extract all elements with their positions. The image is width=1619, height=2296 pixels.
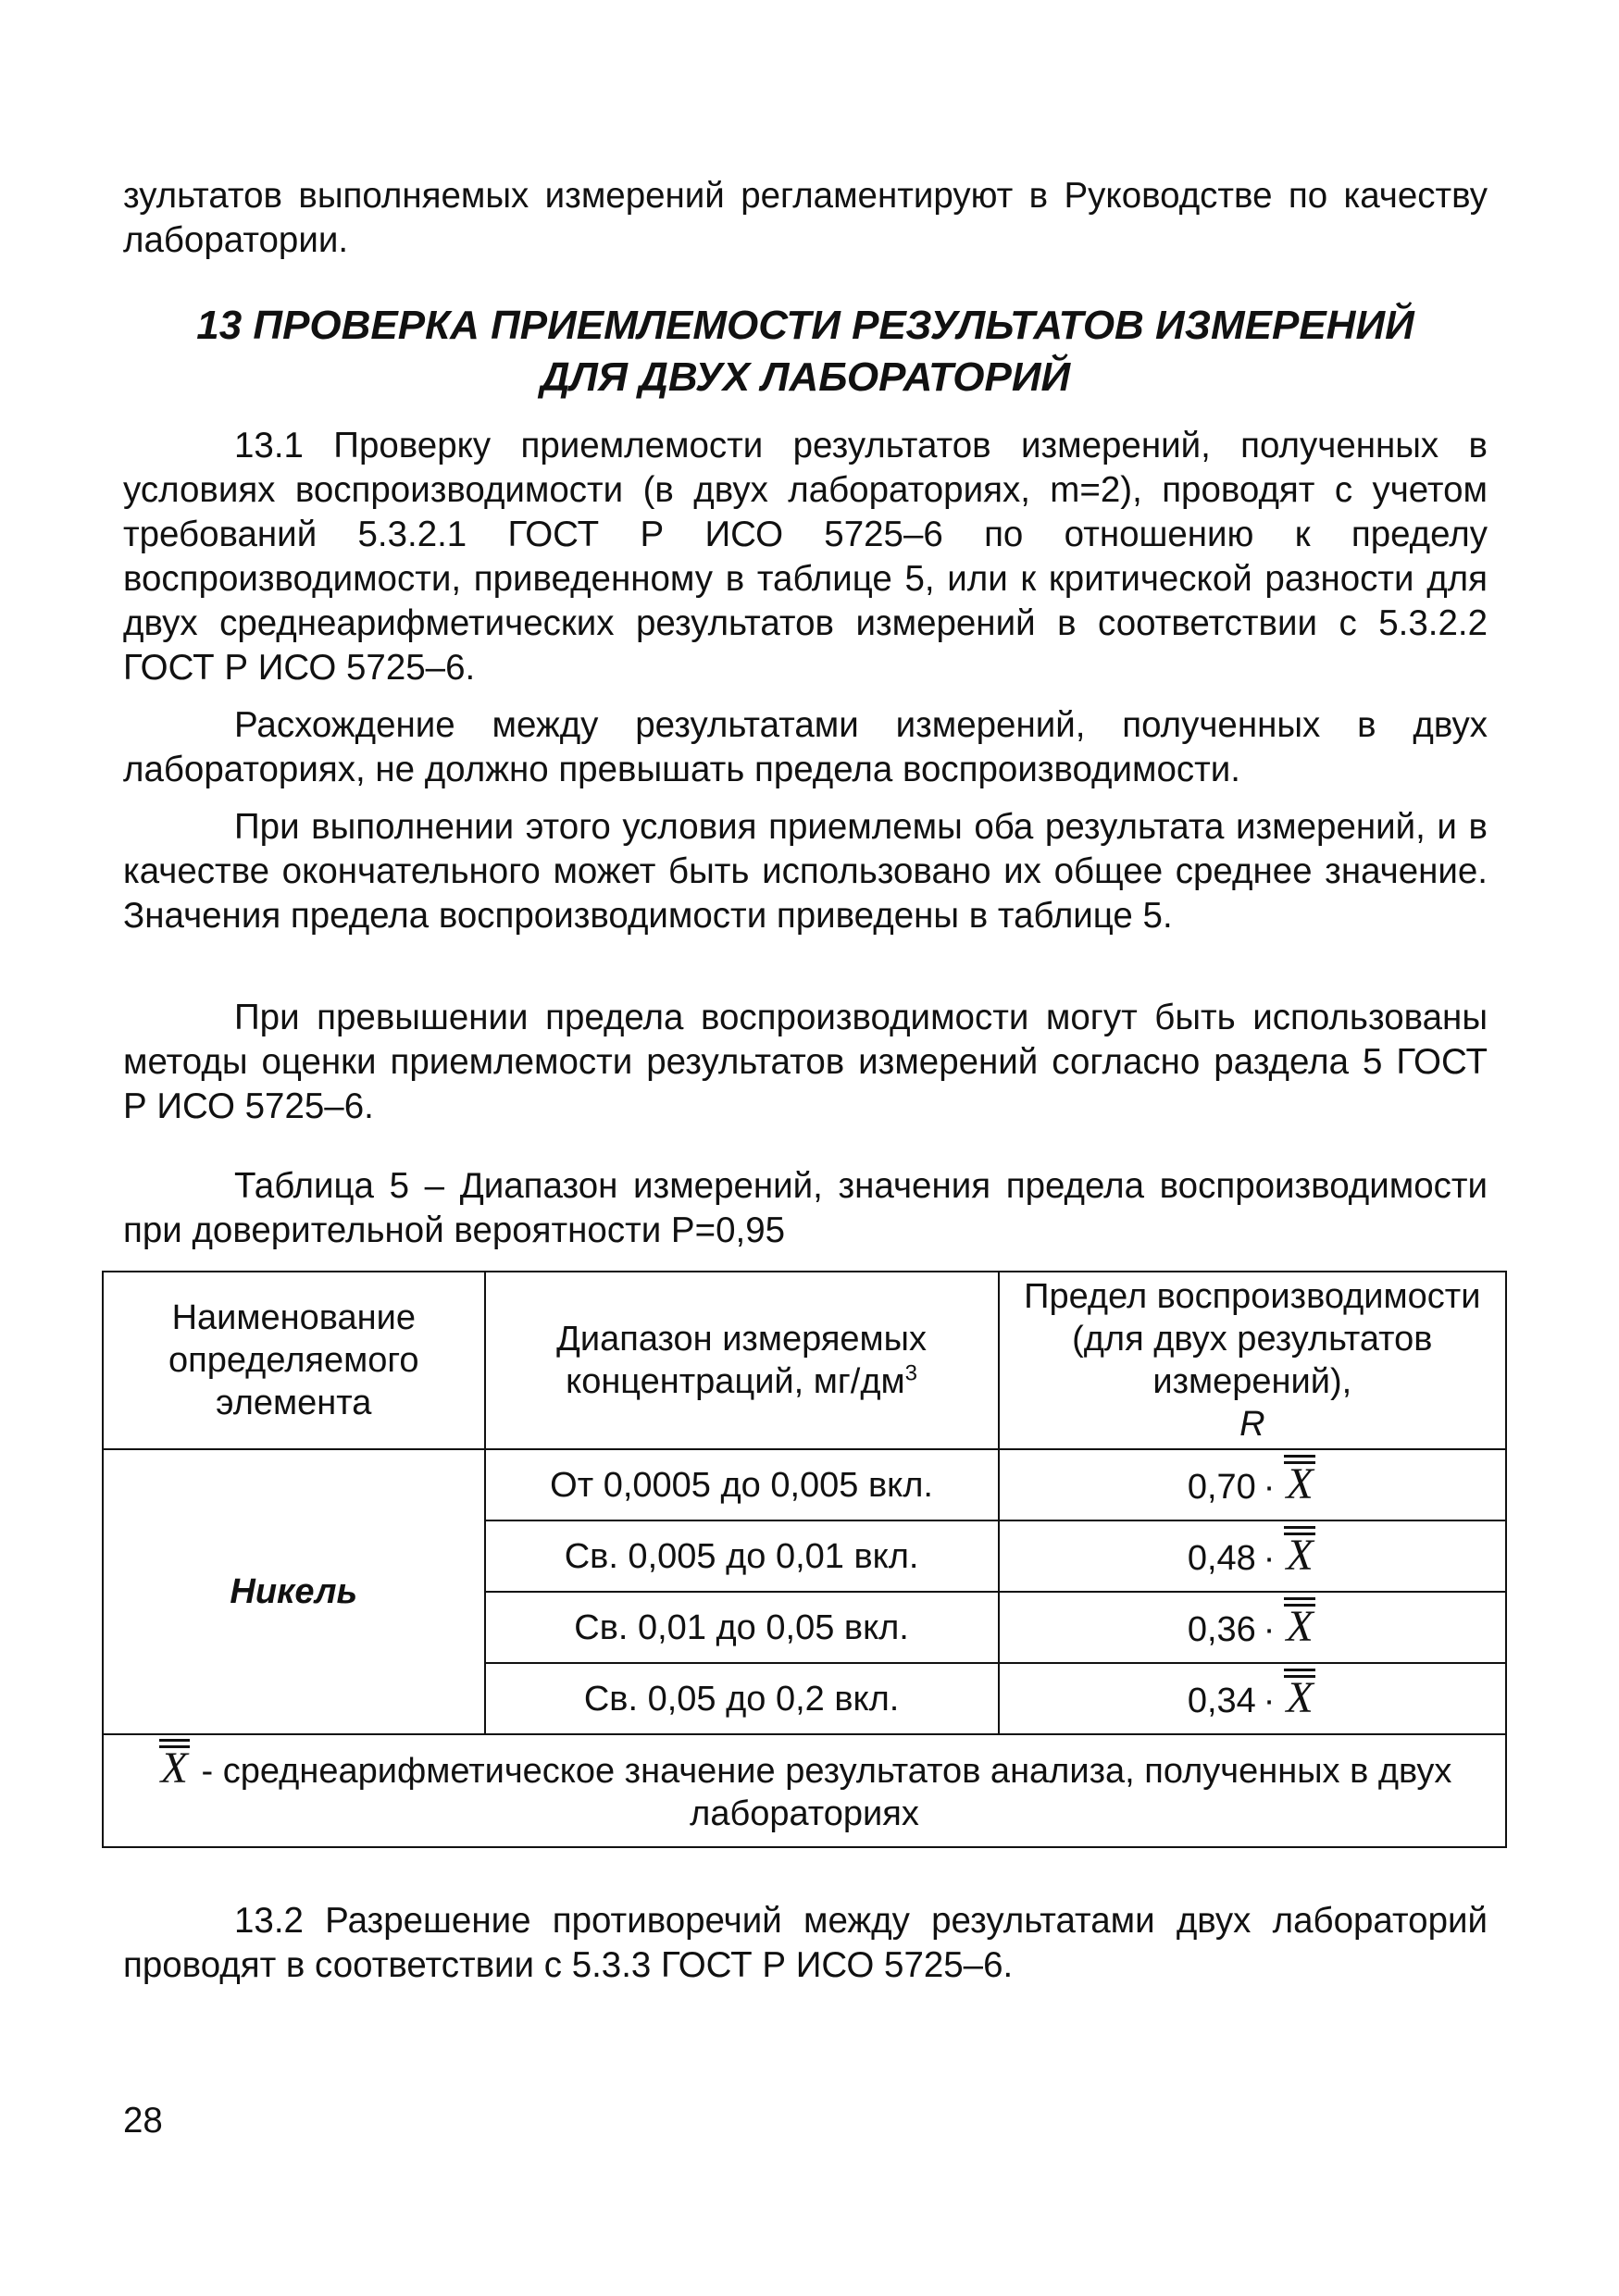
page-number: 28: [123, 2101, 163, 2141]
range-cell: От 0,0005 до 0,005 вкл.: [485, 1449, 999, 1520]
range-cell: Св. 0,005 до 0,01 вкл.: [485, 1520, 999, 1592]
reproducibility-table: [102, 1271, 1507, 1848]
paragraph-13-2: 13.2 Разрешение противоречий между результатами двух лабораторий проводят в соответствии с 5.3.3 ГОСТ Р ИСО 5725–6.: [123, 1901, 1488, 1985]
section-heading-line-1: 13 ПРОВЕРКА ПРИЕМЛЕМОСТИ РЕЗУЛЬТАТОВ ИЗМЕРЕНИЙ: [196, 303, 1414, 348]
paragraph-discrepancy: Расхождение между результатами измерений, полученных в двух лабораториях, не должно превышать предела воспроизводимости.: [123, 705, 1488, 789]
table-header-row: [103, 1272, 1506, 1449]
element-name: Никель: [103, 1449, 485, 1734]
x-double-bar-symbol: X: [1282, 1605, 1316, 1649]
x-double-bar-symbol: X: [1282, 1533, 1316, 1578]
limit-cell: [999, 1449, 1506, 1520]
limit-cell: [999, 1592, 1506, 1663]
section-heading: [123, 300, 1488, 403]
x-double-bar-symbol: X: [1282, 1676, 1316, 1720]
header-range-superscript: 3: [904, 1360, 917, 1386]
header-limit-text: Предел воспроизводимости (для двух результатов измерений),: [1024, 1277, 1481, 1401]
x-double-bar-symbol: X: [1282, 1462, 1316, 1507]
table-footnote-row: [103, 1734, 1506, 1847]
paragraph-13-1: 13.1 Проверку приемлемости результатов измерений, полученных в условиях воспроизводимости (в двух лабораториях, m=2), проводят с учетом требований 5.3.2.1 ГОСТ Р ИСО 5725–6 по отношению к пределу воспроизводимости, приведенному в таблице 5, или к критической разности для двух среднеарифметических результатов измерений в соответствии с 5.3.2.2 ГОСТ Р ИСО 5725–6.: [123, 426, 1488, 688]
header-limit: [999, 1272, 1506, 1449]
limit-coefficient: 0,70: [1187, 1467, 1256, 1507]
limit-coefficient: 0,48: [1187, 1538, 1256, 1578]
header-element: Наименование определяемого элемента: [103, 1272, 485, 1449]
paragraph-condition: При выполнении этого условия приемлемы оба результата измерений, и в качестве окончательного может быть использовано их общее среднее значение. Значения предела воспроизводимости приведены в таблице 5.: [123, 807, 1488, 936]
x-double-bar-symbol: X: [157, 1746, 192, 1791]
multiply-dot: ·: [1263, 1538, 1276, 1578]
limit-coefficient: 0,34: [1187, 1681, 1256, 1720]
limit-cell: [999, 1663, 1506, 1734]
section-heading-line-2: ДЛЯ ДВУХ ЛАБОРАТОРИЙ: [540, 354, 1071, 400]
range-cell: Св. 0,01 до 0,05 вкл.: [485, 1592, 999, 1663]
paragraph-exceed: При превышении предела воспроизводимости могут быть использованы методы оценки приемлемости результатов измерений согласно раздела 5 ГОСТ Р ИСО 5725–6.: [123, 998, 1488, 1126]
header-range-text: Диапазон измеряемых концентраций, мг/дм: [556, 1320, 927, 1401]
range-cell: Св. 0,05 до 0,2 вкл.: [485, 1663, 999, 1734]
footnote-text: - среднеарифметическое значение результатов анализа, полученных в двух лабораториях: [201, 1752, 1452, 1833]
limit-cell: [999, 1520, 1506, 1592]
table-footnote: [103, 1734, 1506, 1847]
intro-paragraph: зультатов выполняемых измерений регламентируют в Руководстве по качеству лаборатории.: [123, 176, 1488, 260]
header-limit-symbol: R: [1239, 1405, 1265, 1444]
table-caption: Таблица 5 – Диапазон измерений, значения предела воспроизводимости при доверительной вероятности Р=0,95: [123, 1166, 1488, 1250]
limit-coefficient: 0,36: [1187, 1609, 1256, 1649]
multiply-dot: ·: [1263, 1609, 1276, 1649]
table-row: [103, 1449, 1506, 1520]
header-range: [485, 1272, 999, 1449]
multiply-dot: ·: [1263, 1681, 1276, 1720]
multiply-dot: ·: [1263, 1467, 1276, 1507]
